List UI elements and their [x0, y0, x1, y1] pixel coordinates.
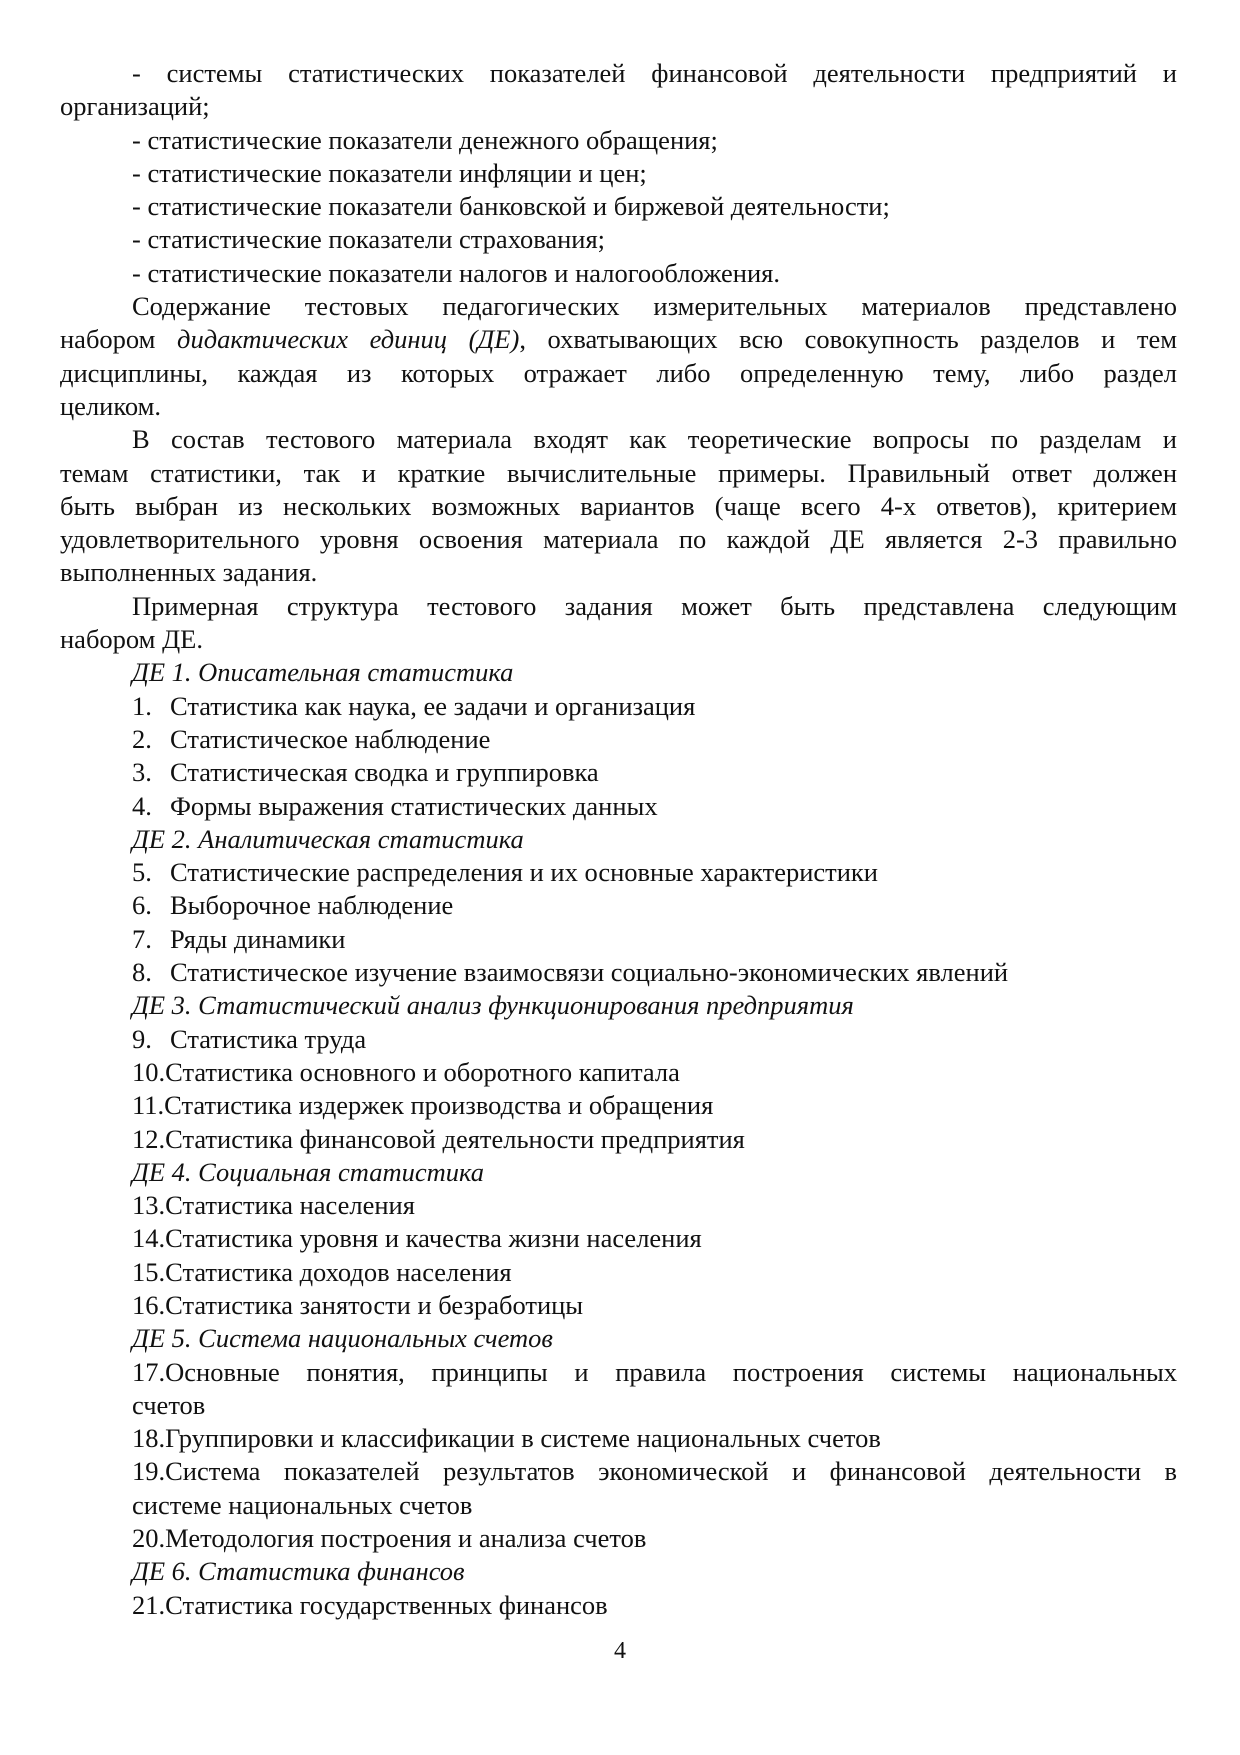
para1-italic-term: дидактических единиц (ДЕ) — [177, 324, 520, 355]
item-number: 11. — [132, 1090, 165, 1121]
de1-heading: ДЕ 1. Описательная статистика — [132, 657, 514, 688]
item-text: Выборочное наблюдение — [170, 890, 454, 921]
list-item — [60, 1189, 1177, 1222]
de3-list — [60, 1023, 1177, 1156]
list-item — [60, 756, 1177, 789]
item-number: 1. — [132, 690, 152, 721]
list-item — [60, 1056, 1177, 1089]
para2-line5: выполненных задания. — [60, 557, 318, 588]
item-text: Статистика основного и оборотного капитала — [165, 1056, 680, 1087]
item-number: 4. — [132, 790, 152, 821]
item-number: 16. — [132, 1289, 166, 1320]
para3-line1: Примерная структура тестового задания может быть представлена следующим — [132, 590, 1177, 621]
de5-item20: 20.Методология построения и анализа счетов — [132, 1523, 647, 1554]
list-item — [60, 1256, 1177, 1289]
de2-list — [60, 856, 1177, 989]
item-text: Статистическое наблюдение — [170, 723, 491, 754]
item-number: 3. — [132, 757, 152, 788]
item-text: Статистика финансовой деятельности предприятия — [165, 1123, 745, 1154]
de5-item19-line2: системе национальных счетов — [132, 1489, 473, 1520]
item-number: 7. — [132, 923, 152, 954]
de6-heading: ДЕ 6. Статистика финансов — [132, 1556, 465, 1587]
de2-heading: ДЕ 2. Аналитическая статистика — [132, 823, 524, 854]
de6-item21: 21.Статистика государственных финансов — [132, 1589, 608, 1620]
list-item — [60, 856, 1177, 889]
de3-heading: ДЕ 3. Статистический анализ функционирования предприятия — [132, 990, 854, 1021]
item-text: Статистическое изучение взаимосвязи социально-экономических явлений — [170, 957, 1009, 988]
bullet-inflation-prices: - статистические показатели инфляции и цен; — [132, 157, 647, 188]
de5-item19-line1: 19.Система показателей результатов экономической и финансовой деятельности в — [132, 1456, 1177, 1487]
para1-line1: Содержание тестовых педагогических измерительных материалов представлено — [132, 291, 1177, 322]
de5-item17-line2: счетов — [132, 1389, 206, 1420]
de5-item17-line1: 17.Основные понятия, принципы и правила построения системы национальных — [132, 1356, 1177, 1387]
item-text: Статистика населения — [165, 1190, 415, 1221]
item-text: Статистика доходов населения — [165, 1256, 512, 1287]
de1-list — [60, 690, 1177, 823]
para2-line3: быть выбран из нескольких возможных вариантов (чаще всего 4-х ответов), критерием — [60, 490, 1177, 521]
item-text: Ряды динамики — [170, 923, 346, 954]
item-number: 15. — [132, 1256, 166, 1287]
item-number: 14. — [132, 1223, 166, 1254]
para2-line4: удовлетворительного уровня освоения материала по каждой ДЕ является 2-3 правильно — [60, 524, 1177, 555]
item-text: Статистика как наука, ее задачи и организация — [170, 690, 696, 721]
page-number: 4 — [614, 1638, 626, 1664]
page-body — [60, 57, 1177, 1622]
item-text: Статистика занятости и безработицы — [165, 1289, 584, 1320]
item-number: 5. — [132, 857, 152, 888]
item-text: Статистическая сводка и группировка — [170, 757, 599, 788]
list-item — [60, 1089, 1177, 1122]
item-text: Статистика труда — [170, 1023, 367, 1054]
de5-heading: ДЕ 5. Система национальных счетов — [132, 1323, 553, 1354]
item-number: 12. — [132, 1123, 166, 1154]
item-text: Статистика издержек производства и обращения — [164, 1090, 714, 1121]
list-item — [60, 723, 1177, 756]
list-item — [60, 790, 1177, 823]
bullet-insurance: - статистические показатели страхования; — [132, 224, 606, 255]
para2-line2: темам статистики, так и краткие вычислительные примеры. Правильный ответ должен — [60, 457, 1177, 488]
de4-list — [60, 1189, 1177, 1322]
list-item — [60, 889, 1177, 922]
list-item — [60, 1123, 1177, 1156]
para1-line2 — [60, 323, 1177, 356]
list-item — [60, 923, 1177, 956]
de4-heading: ДЕ 4. Социальная статистика — [132, 1156, 484, 1187]
para1-line2-end: , охватывающих всю совокупность разделов и тем — [519, 324, 1178, 355]
item-number: 10. — [132, 1056, 166, 1087]
bullet-banking-exchange: - статистические показатели банковской и биржевой деятельности; — [132, 191, 890, 222]
para3-line2: набором ДЕ. — [60, 624, 203, 655]
item-text: Статистические распределения и их основные характеристики — [170, 857, 878, 888]
item-text: Формы выражения статистических данных — [170, 790, 658, 821]
item-number: 13. — [132, 1190, 166, 1221]
item-number: 8. — [132, 957, 152, 988]
para1-line3: дисциплины, каждая из которых отражает либо определенную тему, либо раздел — [60, 357, 1177, 388]
list-item — [60, 690, 1177, 723]
bullet-financial-activity-cont: организаций; — [60, 91, 210, 122]
item-number: 9. — [132, 1023, 152, 1054]
list-item — [60, 956, 1177, 989]
bullet-financial-activity: - системы статистических показателей финансовой деятельности предприятий и — [132, 58, 1177, 88]
list-item — [60, 1289, 1177, 1322]
list-item — [60, 1222, 1177, 1255]
para1-line2-start: набором — [60, 324, 178, 355]
de5-item18: 18.Группировки и классификации в системе национальных счетов — [132, 1423, 881, 1454]
para2-line1: В состав тестового материала входят как теоретические вопросы по разделам и — [132, 424, 1177, 455]
bullet-taxes: - статистические показатели налогов и налогообложения. — [132, 257, 780, 288]
para1-line4: целиком. — [60, 390, 162, 421]
bullet-money-circulation: - статистические показатели денежного обращения; — [132, 124, 718, 155]
item-number: 2. — [132, 723, 152, 754]
item-text: Статистика уровня и качества жизни населения — [165, 1223, 702, 1254]
list-item — [60, 1023, 1177, 1056]
item-number: 6. — [132, 890, 152, 921]
